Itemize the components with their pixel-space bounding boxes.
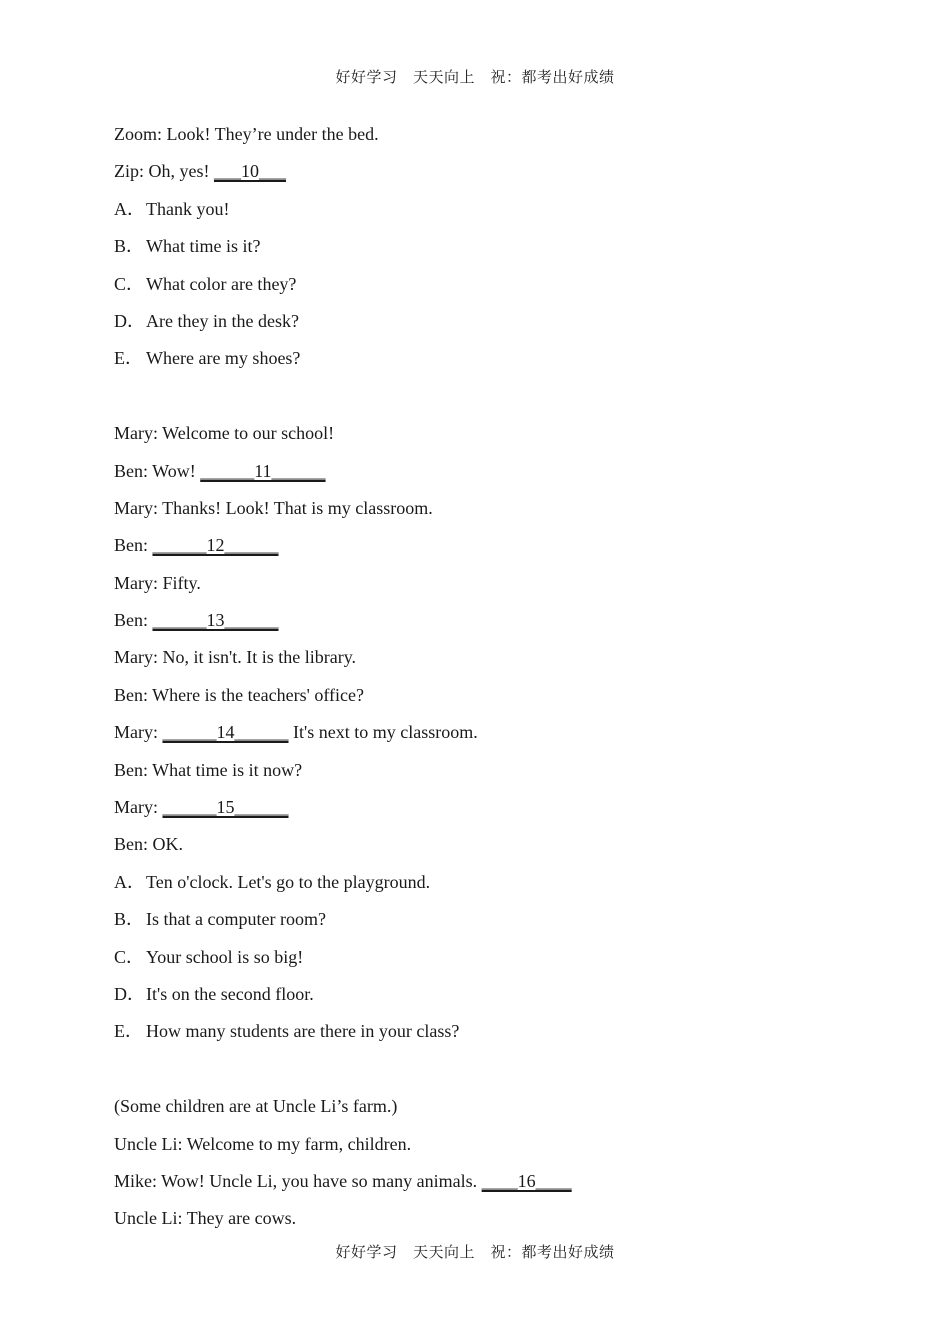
option-letter: C． (114, 273, 145, 294)
dialogue-text: Ben: (114, 535, 153, 556)
option-letter: D． (114, 983, 145, 1004)
answer-blank-11[interactable]: ______11______ (200, 460, 326, 481)
option-letter: D． (114, 310, 145, 331)
option-item (114, 867, 874, 904)
option-text: Are they in the desk? (146, 310, 299, 331)
option-text: It's on the second floor. (146, 983, 314, 1004)
dialogue-text: Ben: (114, 610, 153, 631)
dialogue-line (114, 717, 874, 754)
option-item (114, 231, 874, 268)
dialogue-line: Mary: Fifty. (114, 572, 201, 593)
dialogue-line (114, 605, 874, 642)
dialogue-line (114, 530, 874, 567)
option-text: Where are my shoes? (146, 348, 301, 369)
option-item (114, 904, 874, 941)
dialogue-text: Mary: (114, 722, 163, 743)
option-letter: B． (114, 236, 145, 257)
dialogue-line: (Some children are at Uncle Li’s farm.) (114, 1096, 398, 1117)
option-item (114, 194, 874, 231)
option-text: Your school is so big! (146, 946, 304, 967)
option-letter: A． (114, 871, 145, 892)
option-item (114, 269, 874, 306)
option-item (114, 306, 874, 343)
dialogue-text: Ben: Wow! (114, 460, 201, 481)
dialogue-line: Mary: Welcome to our school! (114, 423, 335, 444)
dialogue-text: It's next to my classroom. (288, 722, 478, 743)
answer-blank-12[interactable]: ______12______ (152, 535, 279, 556)
option-letter: A． (114, 198, 145, 219)
option-item (114, 942, 874, 979)
section-gap (114, 381, 874, 418)
dialogue-line: Uncle Li: They are cows. (114, 1208, 297, 1229)
dialogue-line (114, 456, 874, 493)
worksheet-content (114, 119, 874, 1241)
option-item (114, 979, 874, 1016)
dialogue-line: Mary: No, it isn't. It is the library. (114, 647, 357, 668)
page-header: 好好学习 天天向上 祝：都考出好成绩 (335, 68, 615, 86)
dialogue-line (114, 1166, 874, 1203)
option-letter: C． (114, 946, 145, 967)
option-text: How many students are there in your class? (146, 1021, 460, 1042)
option-item (114, 1016, 874, 1053)
dialogue-text: Mary: (114, 797, 163, 818)
answer-blank-14[interactable]: ______14______ (162, 722, 289, 743)
dialogue-line: Zoom: Look! They’re under the bed. (114, 124, 379, 144)
dialogue-line (114, 156, 874, 193)
answer-blank-16[interactable]: ____16____ (481, 1170, 572, 1191)
option-text: What color are they? (146, 273, 297, 294)
dialogue-line: Ben: OK. (114, 834, 183, 855)
dialogue-line: Ben: Where is the teachers' office? (114, 684, 364, 705)
section-gap (114, 1054, 874, 1091)
dialogue-line: Mary: Thanks! Look! That is my classroom. (114, 497, 433, 518)
answer-blank-13[interactable]: ______13______ (152, 610, 279, 631)
option-letter: E． (114, 348, 143, 369)
option-text: What time is it? (146, 236, 261, 257)
option-letter: B． (114, 909, 145, 930)
dialogue-line: Ben: What time is it now? (114, 759, 303, 780)
dialogue-text: Zip: Oh, yes! (114, 161, 214, 182)
answer-blank-10[interactable]: ___10___ (213, 161, 286, 182)
dialogue-line (114, 792, 874, 829)
answer-blank-15[interactable]: ______15______ (162, 797, 289, 818)
dialogue-text: Mike: Wow! Uncle Li, you have so many animals. (114, 1170, 482, 1191)
option-text: Ten o'clock. Let's go to the playground. (146, 871, 431, 892)
option-letter: E． (114, 1021, 143, 1042)
page-footer: 好好学习 天天向上 祝：都考出好成绩 (335, 1243, 615, 1261)
option-text: Thank you! (146, 198, 230, 219)
option-item (114, 343, 874, 380)
dialogue-line: Uncle Li: Welcome to my farm, children. (114, 1133, 412, 1154)
option-text: Is that a computer room? (146, 909, 326, 930)
